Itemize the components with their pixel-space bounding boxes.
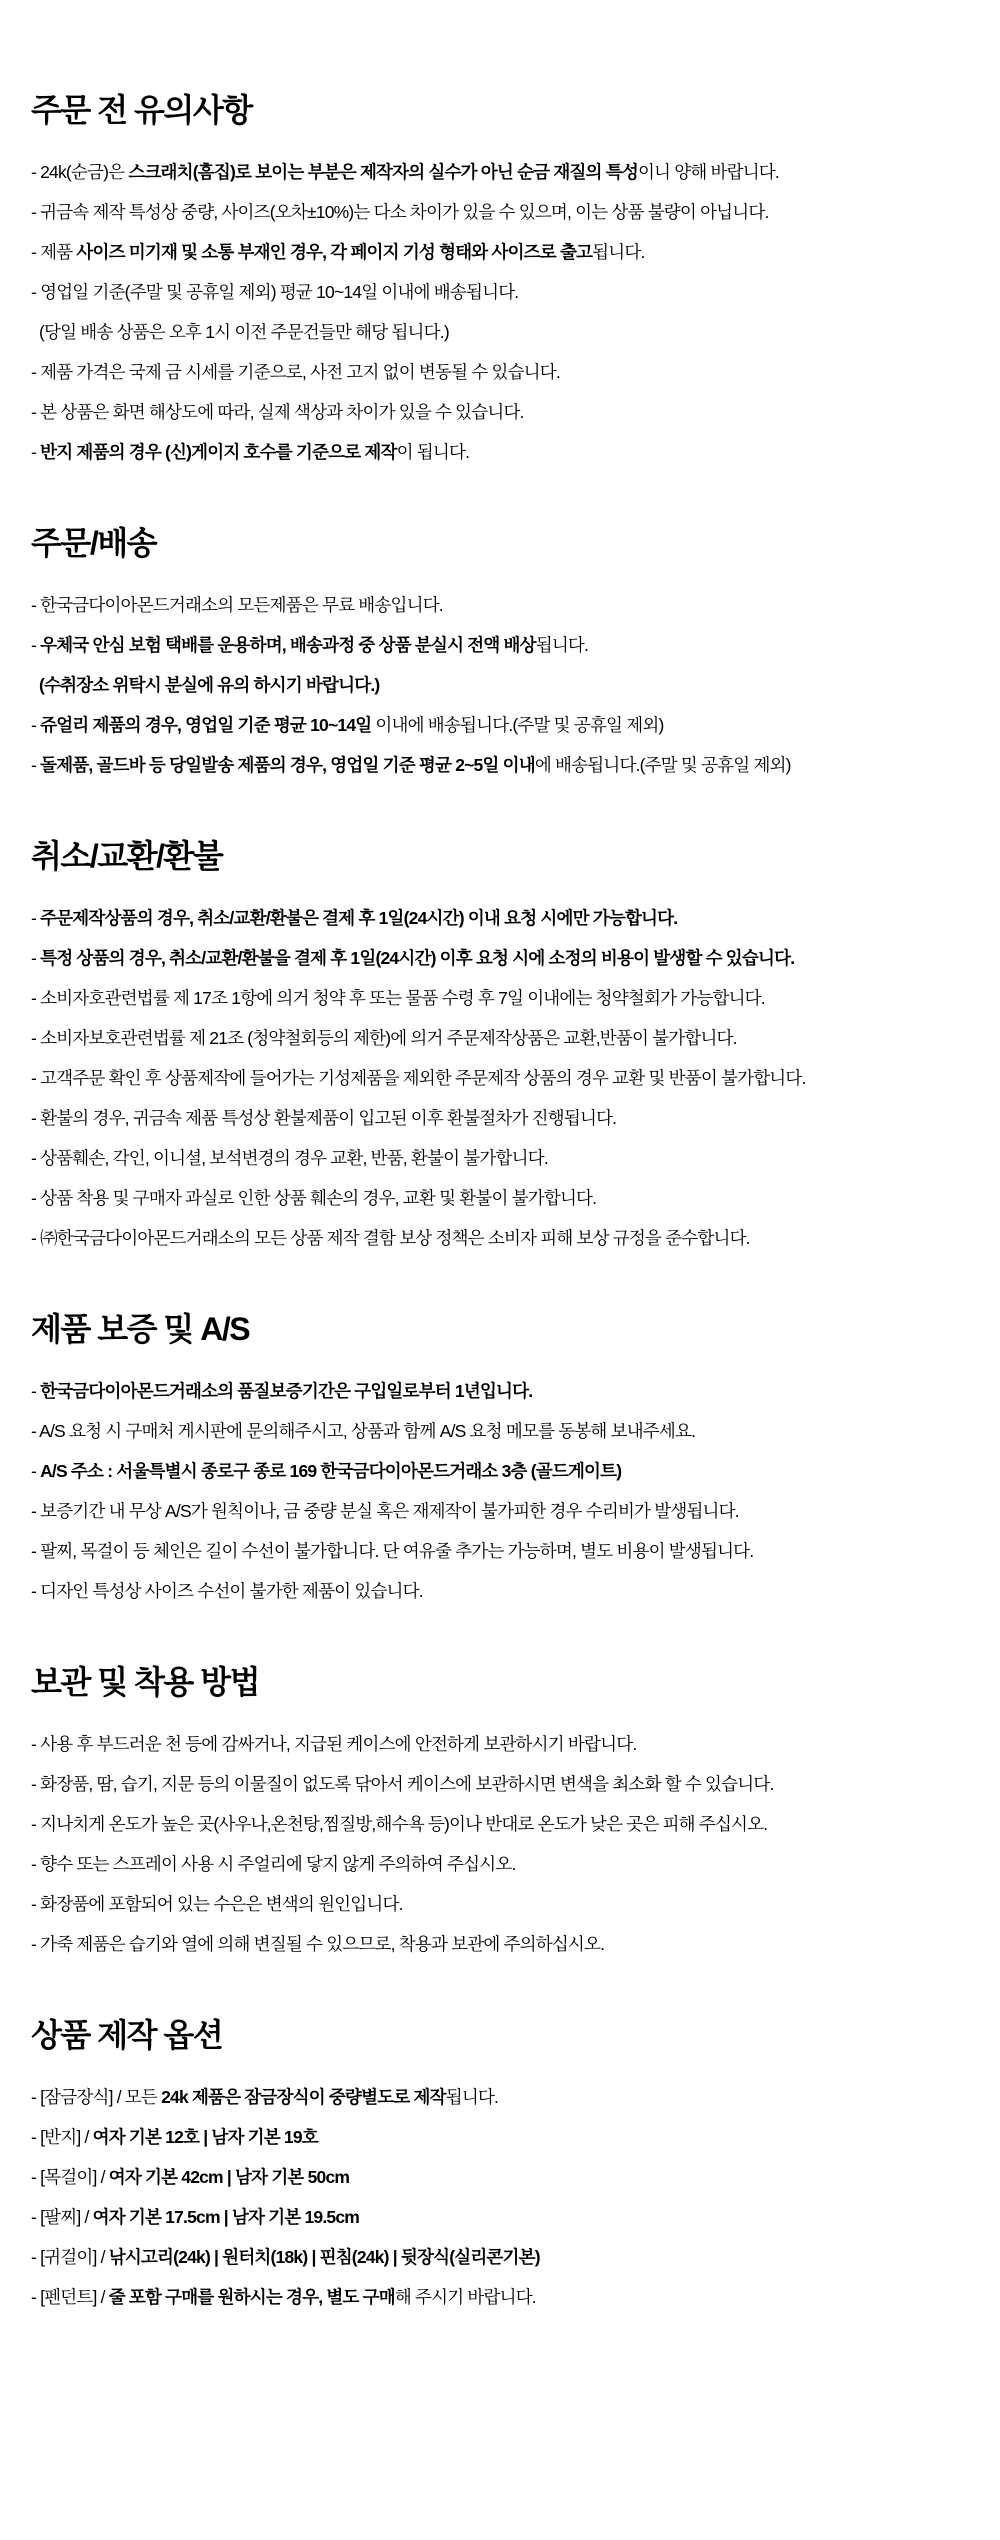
notice-item — [31, 715, 960, 736]
notice-item — [31, 1894, 960, 1915]
notice-text-run: - 제품 가격은 국제 금 시세를 기준으로, 사전 고지 없이 변동될 수 있습니다. — [31, 362, 560, 382]
notice-section — [31, 2017, 960, 2308]
notice-text-run: (수취장소 위탁시 분실에 유의 하시기 바랍니다.) — [39, 675, 380, 695]
notice-text-run: - — [31, 1381, 41, 1401]
notice-item — [31, 1581, 960, 1602]
notice-text-run: - 상품훼손, 각인, 이니셜, 보석변경의 경우 교환, 반품, 환불이 불가합니다. — [31, 1148, 548, 1168]
notice-text-run: 쥬얼리 제품의 경우, 영업일 기준 평균 10~14일 — [40, 715, 372, 735]
notice-item — [31, 2247, 960, 2268]
notice-text-run: - 본 상품은 화면 해상도에 따라, 실제 색상과 차이가 있을 수 있습니다. — [31, 402, 524, 422]
notice-text-run: - 화장품에 포함되어 있는 수은은 변색의 원인입니다. — [31, 1894, 403, 1914]
notice-text-run: - 가죽 제품은 습기와 열에 의해 변질될 수 있으므로, 착용과 보관에 주의하십시오. — [31, 1934, 605, 1954]
notice-text-run: 해 주시기 바랍니다. — [394, 2287, 536, 2307]
notice-text-run: - 팔찌, 목걸이 등 체인은 길이 수선이 불가합니다. 단 여유줄 추가는 가능하며, 별도 비용이 발생됩니다. — [31, 1541, 754, 1561]
notice-text-run: 반지 제품의 경우 (신)게이지 호수를 기준으로 제작 — [40, 442, 397, 462]
notice-section — [31, 525, 960, 776]
notice-text-run: 이 됩니다. — [396, 442, 470, 462]
notice-item — [31, 908, 960, 929]
notice-text-run: - 한국금다이아몬드거래소의 모든제품은 무료 배송입니다. — [31, 595, 443, 615]
notice-text-run: 여자 기본 42cm | 남자 기본 50cm — [108, 2167, 350, 2187]
notice-item — [31, 1734, 960, 1755]
notice-text-run: - — [31, 715, 41, 735]
notice-text-run: - — [31, 1461, 41, 1481]
notice-item — [31, 2087, 960, 2108]
notice-text-run: - — [31, 635, 41, 655]
notice-text-run: 됩니다. — [445, 2087, 499, 2107]
notice-text-run: - [잠금장식] / 모든 — [31, 2087, 162, 2107]
notice-text-run: 됩니다. — [535, 635, 589, 655]
notice-item — [31, 242, 960, 263]
section-title: 주문/배송 — [31, 525, 157, 561]
notice-item — [31, 755, 960, 776]
section-title: 상품 제작 옵션 — [31, 2017, 223, 2053]
notice-item — [31, 1854, 960, 1875]
notice-text-run: 주문제작상품의 경우, 취소/교환/환불은 결제 후 1일(24시간) 이내 요청 시에만 가능합니다. — [40, 908, 678, 928]
notice-text-run: - 환불의 경우, 귀금속 제품 특성상 환불제품이 입고된 이후 환불절차가 진행됩니다. — [31, 1108, 617, 1128]
notice-text-run: 사이즈 미기재 및 소통 부재인 경우, 각 페이지 기성 형태와 사이즈로 출고 — [76, 242, 593, 262]
notice-item — [31, 2207, 960, 2228]
notice-text-run: - 제품 — [31, 242, 77, 262]
notice-item — [31, 1028, 960, 1049]
notice-item — [31, 402, 960, 423]
notice-item — [31, 1228, 960, 1249]
notice-item — [31, 1421, 960, 1442]
notice-text-run: - 고객주문 확인 후 상품제작에 들어가는 기성제품을 제외한 주문제작 상품의 경우 교환 및 반품이 불가합니다. — [31, 1068, 806, 1088]
notice-item — [31, 948, 960, 969]
notice-text-run: 한국금다이아몬드거래소의 품질보증기간은 구입일로부터 1년입니다. — [40, 1381, 533, 1401]
notice-item — [31, 1934, 960, 1955]
section-title: 보관 및 착용 방법 — [31, 1664, 260, 1700]
notice-text-run: 이니 양해 바랍니다. — [637, 162, 779, 182]
notice-text-run: - — [31, 908, 41, 928]
notice-text-run: - A/S 요청 시 구매처 게시판에 문의해주시고, 상품과 함께 A/S 요청 메모를 동봉해 보내주세요. — [31, 1421, 696, 1441]
notice-item — [31, 635, 960, 656]
notice-text-run: - 24k(순금)은 — [31, 162, 129, 182]
notice-item — [31, 1774, 960, 1795]
notice-item — [31, 2167, 960, 2188]
notice-text-run: 우체국 안심 보험 택배를 운용하며, 배송과정 중 상품 분실시 전액 배상 — [40, 635, 536, 655]
section-title: 주문 전 유의사항 — [31, 92, 252, 128]
notice-item — [31, 1814, 960, 1835]
notice-text-run: 스크래치(흠집)로 보이는 부분은 제작자의 실수가 아닌 순금 재질의 특성 — [128, 162, 638, 182]
notice-item — [31, 1541, 960, 1562]
notice-text-run: - — [31, 442, 41, 462]
notice-text-run: 에 배송됩니다.(주말 및 공휴일 제외) — [534, 755, 791, 775]
notice-item — [31, 162, 960, 183]
notice-text-run: 줄 포함 구매를 원하시는 경우, 별도 구매 — [108, 2287, 395, 2307]
notice-item — [31, 322, 960, 343]
notice-text-run: 됩니다. — [592, 242, 645, 262]
notice-text-run: A/S 주소 : 서울특별시 종로구 종로 169 한국금다이아몬드거래소 3층 (골드게이트) — [40, 1461, 622, 1481]
notice-text-run: (당일 배송 상품은 오후 1시 이전 주문건들만 해당 됩니다.) — [39, 322, 449, 342]
notice-text-run: - 디자인 특성상 사이즈 수선이 불가한 제품이 있습니다. — [31, 1581, 423, 1601]
notice-text-run: - [반지] / — [31, 2127, 93, 2147]
notice-section — [31, 92, 960, 463]
notice-item — [31, 362, 960, 383]
notice-item — [31, 1501, 960, 1522]
notice-text-run: 여자 기본 12호 | 남자 기본 19호 — [92, 2127, 318, 2147]
notice-item — [31, 442, 960, 463]
notice-text-run: - 소비자호관련법률 제 17조 1항에 의거 청약 후 또는 물품 수령 후 7일 이내에는 청약철회가 가능합니다. — [31, 988, 765, 1008]
notice-item — [31, 2127, 960, 2148]
notice-text-run: - [귀걸이] / — [31, 2247, 109, 2267]
notice-item — [31, 1461, 960, 1482]
notice-text-run: 여자 기본 17.5cm | 남자 기본 19.5cm — [92, 2207, 360, 2227]
section-title: 취소/교환/환불 — [31, 838, 223, 874]
notice-section — [31, 1311, 960, 1602]
notice-text-run: 낚시고리(24k) | 원터치(18k) | 핀침(24k) | 뒷장식(실리콘기본) — [108, 2247, 540, 2267]
section-title: 제품 보증 및 A/S — [31, 1311, 250, 1347]
notice-text-run: 이내에 배송됩니다.(주말 및 공휴일 제외) — [371, 715, 664, 735]
notice-text-run: - 귀금속 제작 특성상 중량, 사이즈(오차±10%)는 다소 차이가 있을 수 있으며, 이는 상품 불량이 아닙니다. — [31, 202, 769, 222]
notice-text-run: - 소비자보호관련법률 제 21조 (청약철회등의 제한)에 의거 주문제작상품은 교환,반품이 불가합니다. — [31, 1028, 737, 1048]
notice-text-run: - 상품 착용 및 구매자 과실로 인한 상품 훼손의 경우, 교환 및 환불이 불가합니다. — [31, 1188, 597, 1208]
notice-text-run: 돌제품, 골드바 등 당일발송 제품의 경우, 영업일 기준 평균 2~5일 이내 — [40, 755, 535, 775]
notice-item — [31, 675, 960, 696]
notice-text-run: - — [31, 948, 41, 968]
notice-item — [31, 202, 960, 223]
notice-item — [31, 1188, 960, 1209]
notice-section — [31, 1664, 960, 1955]
notice-item — [31, 1148, 960, 1169]
notice-text-run: - — [31, 755, 41, 775]
notice-text-run: - 화장품, 땀, 습기, 지문 등의 이물질이 없도록 닦아서 케이스에 보관하시면 변색을 최소화 할 수 있습니다. — [31, 1774, 774, 1794]
notice-text-run: - 지나치게 온도가 높은 곳(사우나,온천탕,찜질방,해수욕 등)이나 반대로 온도가 낮은 곳은 피해 주십시오. — [31, 1814, 768, 1834]
notice-section — [31, 838, 960, 1249]
notice-text-run: - ㈜한국금다이아몬드거래소의 모든 상품 제작 결함 보상 정책은 소비자 피해 보상 규정을 준수합니다. — [31, 1228, 750, 1248]
notice-text-run: - [목걸이] / — [31, 2167, 109, 2187]
notice-item — [31, 1381, 960, 1402]
notice-item — [31, 282, 960, 303]
notice-text-run: - 향수 또는 스프레이 사용 시 주얼리에 닿지 않게 주의하여 주십시오. — [31, 1854, 516, 1874]
notice-text-run: - 영업일 기준(주말 및 공휴일 제외) 평균 10~14일 이내에 배송됩니다. — [31, 282, 519, 302]
notice-text-run: 24k 제품은 잠금장식이 중량별도로 제작 — [161, 2087, 446, 2107]
notice-item — [31, 1068, 960, 1089]
notice-item — [31, 988, 960, 1009]
notice-item — [31, 595, 960, 616]
notice-item — [31, 2287, 960, 2308]
notice-text-run: - 사용 후 부드러운 천 등에 감싸거나, 지급된 케이스에 안전하게 보관하시기 바랍니다. — [31, 1734, 637, 1754]
notice-text-run: 특정 상품의 경우, 취소/교환/환불을 결제 후 1일(24시간) 이후 요청 시에 소정의 비용이 발생할 수 있습니다. — [40, 948, 795, 968]
notice-item — [31, 1108, 960, 1129]
notice-text-run: - 보증기간 내 무상 A/S가 원칙이나, 금 중량 분실 혹은 재제작이 불가피한 경우 수리비가 발생됩니다. — [31, 1501, 739, 1521]
notice-text-run: - [팔찌] / — [31, 2207, 93, 2227]
notice-text-run: - [펜던트] / — [31, 2287, 109, 2307]
